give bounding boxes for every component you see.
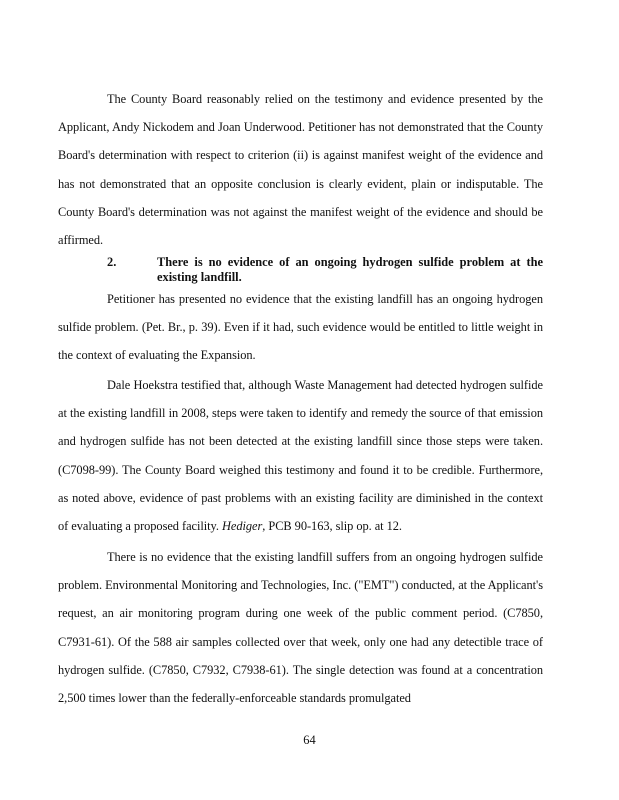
- paragraph-criterion-ii-conclusion: The County Board reasonably relied on the testimony and evidence presented by the Applicant, Andy Nickodem and Joan Underwood. Petitioner has not demonstrated that the County Board's determination with respect to criterion (ii) is against manifest weight of the evidence and has not demonstrated that an opposite conclusion is clearly evident, plain or indisputable. The County Board's determination was not against the manifest weight of the evidence and should be affirmed.: [58, 92, 543, 248]
- citation-detail: , PCB 90-163, slip op. at 12.: [262, 519, 402, 534]
- paragraph-petitioner-no-evidence: Petitioner has presented no evidence that the existing landfill has an ongoing hydrogen sulfide problem. (Pet. Br., p. 39). Even if it had, such evidence would be entitled to little weight in the context of evaluating the Expansion.: [58, 292, 543, 363]
- paragraph-hoekstra-testimony: [58, 371, 543, 540]
- section-heading-hydrogen-sulfide: [58, 255, 543, 284]
- case-citation-hediger: Hediger: [222, 519, 263, 534]
- section-number: 2.: [107, 255, 117, 269]
- page-number: 64: [303, 733, 316, 747]
- section-title: There is no evidence of an ongoing hydrogen sulfide problem at the existing landfill.: [157, 255, 543, 284]
- paragraph-emt-air-monitoring: There is no evidence that the existing landfill suffers from an ongoing hydrogen sulfide problem. Environmental Monitoring and Technologies, Inc. ("EMT") conducted, at the Applicant's request, an air monitoring program during one week of the public comment period. (C7850, C7931-61). Of the 588 air samples collected over that week, only one had any detectible trace of hydrogen sulfide. (C7850, C7932, C7938-61). The single detection was found at a concentration 2,500 times lower than the federally-enforceable standards promulgated: [58, 550, 543, 706]
- hoekstra-text: Dale Hoekstra testified that, although Waste Management had detected hydrogen sulfide at the existing landfill in 2008, steps were taken to identify and remedy the source of that emission and hydrogen sulfide has not been detected at the existing landfill since those steps were taken. (C7098-99). The County Board weighed this testimony and found it to be credible. Furthermore, as noted above, evidence of past problems with an existing facility are diminished in the context of evaluating a proposed facility.: [58, 378, 543, 534]
